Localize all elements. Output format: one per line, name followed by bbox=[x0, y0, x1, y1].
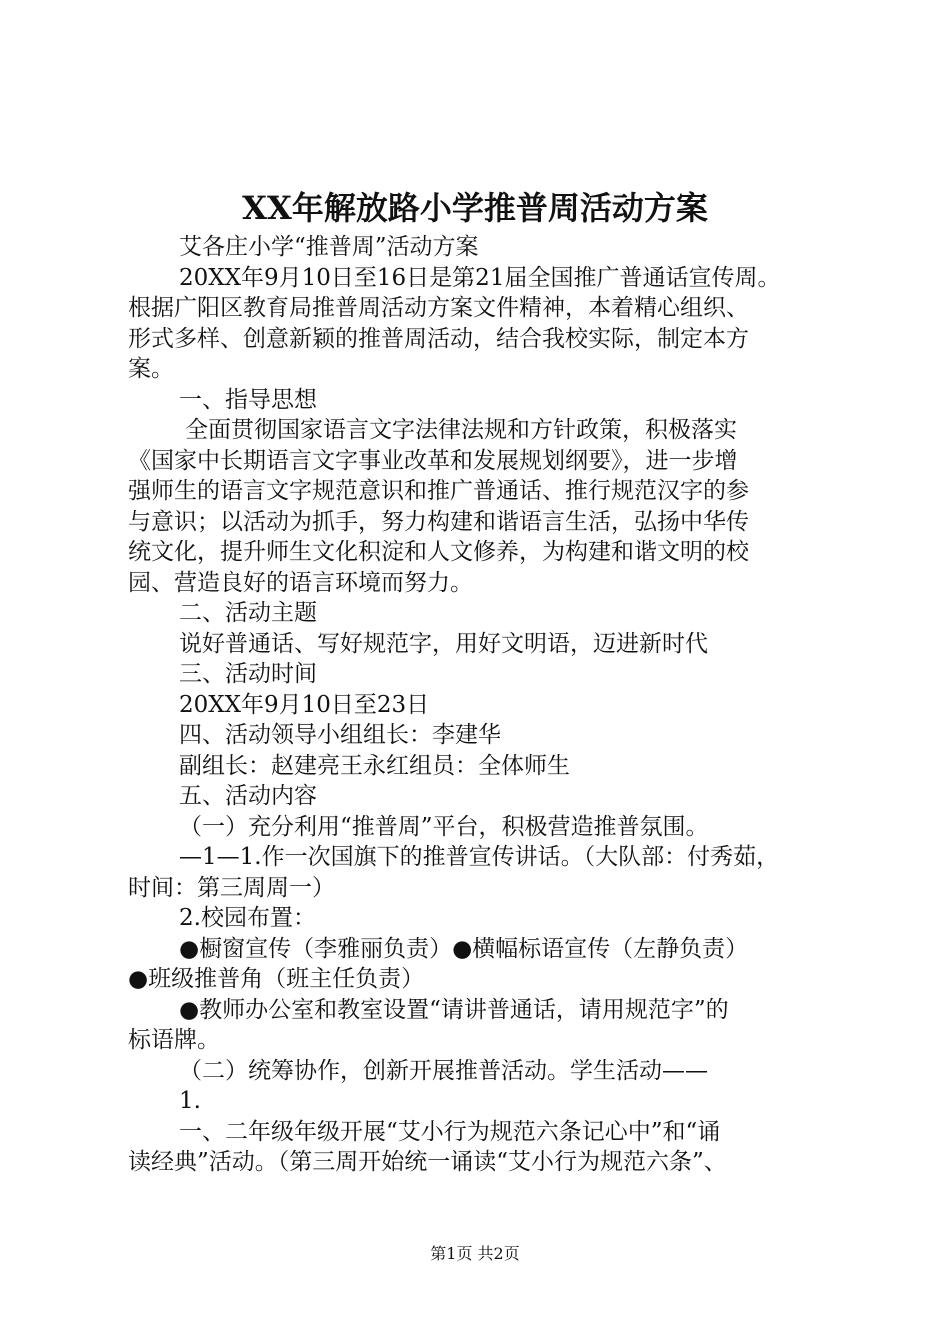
paragraph-line: 1. bbox=[179, 1088, 201, 1114]
paragraph-line: ●教师办公室和教室设置“请讲普通话，请用规范字”的 bbox=[179, 996, 729, 1023]
paragraph-line: 形式多样、创意新颖的推普周活动，结合我校实际，制定本方 bbox=[128, 325, 749, 352]
paragraph-line: 案。 bbox=[128, 356, 174, 382]
section-heading: 五、活动内容 bbox=[179, 783, 317, 809]
paragraph-line: ●班级推普角（班主任负责） bbox=[128, 966, 425, 992]
paragraph-line: （二）统筹协作，创新开展推普活动。学生活动—— bbox=[179, 1057, 708, 1084]
paragraph-line: 20XX年9月10日至16日是第21届全国推广普通话宣传周。 bbox=[179, 264, 781, 291]
paragraph-line: 强师生的语言文字规范意识和推广普通话、推行规范汉字的参 bbox=[128, 478, 749, 504]
paragraph-line: 20XX年9月10日至23日 bbox=[179, 691, 430, 718]
document-body bbox=[128, 232, 840, 1178]
paragraph-line: 2.校园布置： bbox=[179, 905, 316, 931]
paragraph-line: 副组长：赵建亮王永红组员：全体师生 bbox=[179, 752, 570, 779]
subtitle-line: 艾各庄小学“推普周”活动方案 bbox=[179, 234, 479, 260]
section-heading: 三、活动时间 bbox=[179, 661, 317, 687]
section-heading: 二、活动主题 bbox=[179, 600, 317, 626]
paragraph-line: 标语牌。 bbox=[128, 1027, 220, 1053]
paragraph-line: （一）充分利用“推普周”平台，积极营造推普氛围。 bbox=[179, 813, 709, 840]
paragraph-line: 全面贯彻国家语言文字法律法规和方针政策，积极落实 bbox=[185, 417, 737, 443]
page-footer: 第1页 共2页 bbox=[430, 1244, 520, 1263]
paragraph-line: 时间：第三周周一） bbox=[128, 874, 335, 901]
paragraph-line: —1—1.作一次国旗下的推普宣传讲话。（大队部：付秀茹， bbox=[179, 844, 780, 870]
paragraph-line: 读经典”活动。（第三周开始统一诵读“艾小行为规范六条”、 bbox=[128, 1149, 727, 1175]
section-heading: 四、活动领导小组组长：李建华 bbox=[179, 722, 501, 748]
paragraph-line: 一、二年级年级开展“艾小行为规范六条记心中”和“诵 bbox=[179, 1118, 721, 1145]
section-heading: 一、指导思想 bbox=[179, 386, 317, 413]
paragraph-line: 说好普通话、写好规范字，用好文明语，迈进新时代 bbox=[179, 630, 708, 657]
paragraph-line: 统文化，提升师生文化积淀和人文修养，为构建和谐文明的校 bbox=[128, 539, 749, 565]
paragraph-line: 园、营造良好的语言环境而努力。 bbox=[128, 569, 473, 596]
document-title: XX年解放路小学推普周活动方案 bbox=[242, 189, 708, 227]
paragraph-line: 根据广阳区教育局推普周活动方案文件精神，本着精心组织、 bbox=[128, 295, 749, 321]
paragraph-line: ●橱窗宣传（李雅丽负责）●横幅标语宣传（左静负责） bbox=[179, 935, 749, 962]
paragraph-line: 《国家中长期语言文字事业改革和发展规划纲要》，进一步增 bbox=[128, 447, 738, 474]
paragraph-line: 与意识；以活动为抓手，努力构建和谐语言生活，弘扬中华传 bbox=[128, 508, 749, 535]
